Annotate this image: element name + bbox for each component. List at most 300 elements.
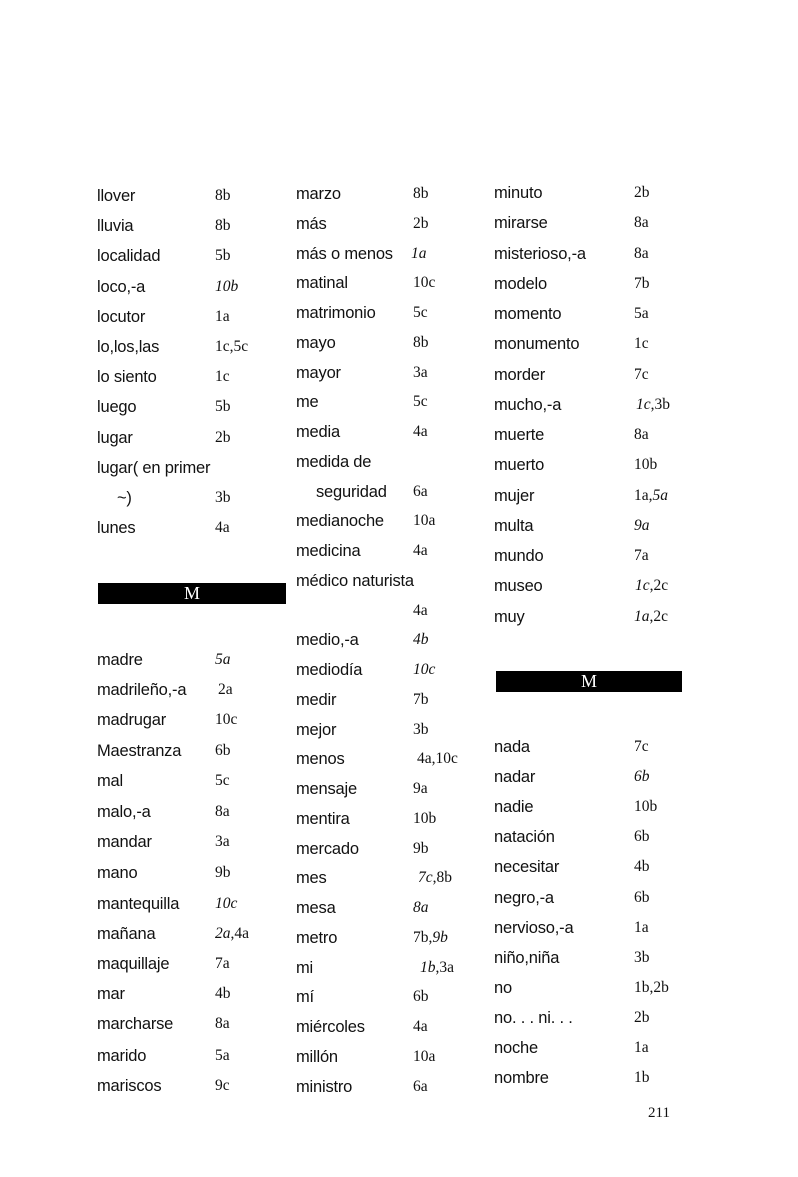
glossary-entry	[97, 647, 297, 673]
glossary-term: lugar	[97, 428, 133, 447]
glossary-entry	[494, 824, 694, 850]
lesson-reference	[634, 824, 650, 850]
lesson-reference	[413, 211, 429, 237]
glossary-term: necesitar	[494, 858, 560, 877]
glossary-entry	[296, 389, 496, 415]
reference-code: 2b	[634, 184, 650, 201]
glossary-term: no	[494, 978, 512, 997]
glossary-term: lunes	[97, 519, 136, 538]
reference-code: 9b	[413, 839, 429, 857]
glossary-entry	[494, 452, 694, 478]
glossary-entry	[296, 330, 496, 356]
reference-code: 1c	[636, 395, 651, 413]
reference-code: 8a	[634, 244, 649, 262]
lesson-reference	[634, 301, 649, 327]
reference-code: 2b	[653, 978, 669, 996]
lesson-reference	[413, 687, 429, 713]
reference-code: 10c	[435, 750, 458, 768]
lesson-reference	[215, 183, 231, 209]
glossary-entry	[97, 1011, 297, 1037]
lesson-reference: 1b,3a	[420, 958, 455, 976]
glossary-entry	[97, 981, 297, 1007]
glossary-entry	[494, 422, 694, 448]
lesson-reference	[215, 425, 231, 451]
lesson-reference: 4a,10c	[417, 750, 458, 768]
lesson-reference	[413, 984, 429, 1010]
reference-code: 1a	[411, 244, 427, 262]
reference-code: 7b	[413, 928, 429, 946]
glossary-entry	[296, 895, 496, 921]
lesson-reference	[215, 213, 231, 239]
glossary-term: misterioso,-a	[494, 244, 586, 263]
lesson-reference	[215, 274, 238, 300]
reference-code: 10c	[413, 661, 436, 678]
glossary-term: locutor	[97, 307, 146, 326]
lesson-reference	[634, 1065, 650, 1091]
glossary-term: matrimonio	[296, 304, 376, 322]
glossary-term: mariscos	[97, 1076, 162, 1095]
glossary-entry	[494, 483, 694, 509]
lesson-reference: 1c,3b	[636, 395, 671, 413]
lesson-reference	[215, 860, 231, 886]
reference-code: 8a	[634, 214, 649, 232]
glossary-entry	[494, 301, 694, 327]
glossary-entry	[494, 362, 694, 388]
glossary-entry	[296, 746, 496, 772]
lesson-reference	[413, 1044, 435, 1070]
glossary-term: mayo	[296, 333, 336, 352]
glossary-term: niño,niña	[494, 948, 560, 967]
glossary-term: nervioso,-a	[494, 918, 574, 937]
glossary-term: mejor	[296, 720, 337, 739]
glossary-term: lugar( en primer	[97, 458, 211, 477]
lesson-reference	[634, 241, 649, 267]
reference-code: 4a	[215, 519, 230, 537]
lesson-reference	[413, 508, 435, 534]
reference-code: 4a	[413, 601, 428, 619]
glossary-term: medir	[296, 690, 337, 709]
lesson-reference	[634, 422, 649, 448]
reference-code: 5c	[233, 338, 249, 355]
lesson-reference	[634, 331, 649, 357]
reference-code: 8a	[215, 803, 230, 820]
reference-code: 10b	[634, 798, 658, 816]
reference-code: 4b	[413, 631, 429, 649]
glossary-term: museo	[494, 577, 543, 596]
reference-code: 6a	[413, 482, 428, 500]
glossary-term: malo,-a	[97, 803, 151, 821]
glossary-term: mal	[97, 771, 123, 790]
reference-code: 4b	[634, 858, 650, 876]
reference-code: 2a	[218, 681, 233, 699]
glossary-term: mirarse	[494, 214, 548, 233]
reference-code: 2b	[413, 214, 429, 232]
reference-code: 1b	[634, 1069, 650, 1087]
glossary-entry	[296, 955, 496, 981]
glossary-term: marido	[97, 1046, 147, 1065]
reference-code: 3a	[413, 363, 428, 381]
reference-code: 1c	[635, 577, 650, 595]
glossary-term: medio,-a	[296, 631, 359, 650]
section-header-n: M	[496, 671, 682, 692]
lesson-reference	[634, 452, 657, 478]
glossary-term: mayor	[296, 363, 341, 382]
lesson-reference	[634, 543, 649, 569]
glossary-term: lo siento	[97, 368, 157, 387]
glossary-entry	[296, 181, 496, 207]
glossary-entry	[494, 604, 694, 630]
glossary-term: noche	[494, 1039, 538, 1057]
glossary-term: mensaje	[296, 780, 357, 798]
reference-code: 6a	[413, 1077, 428, 1095]
glossary-term: mediodía	[296, 661, 363, 679]
glossary-term: madre	[97, 651, 143, 669]
glossary-term: ~)	[117, 489, 132, 507]
glossary-term: mano	[97, 864, 138, 883]
lesson-reference	[413, 300, 428, 326]
reference-code: 5a	[634, 305, 649, 322]
reference-code: 1a	[634, 486, 649, 504]
glossary-entry	[494, 241, 694, 267]
lesson-reference	[413, 717, 429, 743]
reference-code: 1b	[634, 978, 650, 996]
glossary-term: mar	[97, 985, 125, 1004]
reference-code: 4b	[215, 985, 231, 1003]
reference-code: 9c	[215, 1076, 230, 1094]
glossary-term: marcharse	[97, 1015, 174, 1034]
glossary-entry	[97, 485, 297, 511]
reference-code: 8a	[413, 899, 429, 916]
reference-code: 4a	[413, 542, 428, 559]
glossary-term: más o menos	[296, 244, 393, 263]
glossary-term: matinal	[296, 274, 348, 293]
glossary-term: media	[296, 423, 340, 441]
glossary-entry	[296, 300, 496, 326]
glossary-term: menos	[296, 750, 345, 769]
glossary-entry	[494, 734, 694, 760]
reference-code: 3b	[654, 395, 671, 413]
glossary-entry	[296, 717, 496, 743]
glossary-term: mi	[296, 958, 314, 977]
glossary-entry	[494, 392, 694, 418]
lesson-reference	[215, 647, 231, 673]
glossary-entry	[296, 984, 496, 1010]
lesson-reference	[413, 776, 428, 802]
glossary-term: mundo	[494, 547, 544, 565]
lesson-reference	[413, 479, 428, 505]
glossary-term: seguridad	[316, 482, 387, 501]
lesson-reference	[634, 854, 650, 880]
reference-code: 1c	[634, 335, 649, 353]
lesson-reference	[634, 1005, 650, 1031]
glossary-entry	[296, 1074, 496, 1100]
glossary-entry	[296, 687, 496, 713]
glossary-entry	[97, 951, 297, 977]
glossary-entry	[296, 479, 496, 505]
glossary-term: negro,-a	[494, 888, 554, 907]
glossary-term: nombre	[494, 1069, 549, 1088]
lesson-reference	[413, 895, 429, 921]
reference-code: 10b	[413, 809, 437, 827]
glossary-term: mañana	[97, 924, 156, 943]
reference-code: 8b	[413, 185, 429, 202]
reference-code: 4a	[413, 1018, 428, 1035]
lesson-reference	[215, 799, 230, 825]
glossary-term: medianoche	[296, 512, 384, 531]
lesson-reference	[413, 806, 436, 832]
lesson-reference	[215, 1011, 230, 1037]
glossary-entry	[296, 538, 496, 564]
reference-code: 3b	[413, 720, 429, 738]
lesson-reference	[413, 836, 429, 862]
glossary-term: médico naturista	[296, 571, 414, 590]
glossary-term: localidad	[97, 247, 161, 266]
lesson-reference	[215, 243, 231, 269]
lesson-reference: 7c,8b	[418, 869, 453, 887]
glossary-entry	[494, 331, 694, 357]
glossary-entry	[494, 543, 694, 569]
glossary-entry	[296, 806, 496, 832]
reference-code: 8b	[413, 333, 429, 351]
lesson-reference	[215, 364, 230, 390]
glossary-entry	[97, 1043, 297, 1069]
lesson-reference	[634, 513, 650, 539]
reference-code: 1a	[215, 307, 230, 325]
reference-code: 2b	[634, 1008, 650, 1026]
reference-code: 8b	[215, 217, 231, 235]
glossary-entry	[97, 364, 297, 390]
glossary-entry	[296, 627, 496, 653]
lesson-reference: 2a,4a	[215, 924, 250, 942]
reference-code: 3a	[439, 958, 455, 976]
glossary-entry	[296, 657, 496, 683]
reference-code: 8b	[215, 187, 231, 204]
glossary-entry	[296, 211, 496, 237]
lesson-reference	[634, 945, 650, 971]
glossary-term: muerte	[494, 426, 545, 444]
glossary-entry	[97, 1073, 297, 1099]
lesson-reference	[215, 829, 230, 855]
glossary-term: morder	[494, 365, 546, 384]
reference-code: 10b	[215, 277, 239, 295]
glossary-term: nadar	[494, 768, 536, 787]
glossary-entry	[97, 425, 297, 451]
glossary-entry	[494, 1065, 694, 1091]
glossary-entry	[296, 568, 496, 594]
glossary-entry	[494, 513, 694, 539]
reference-code: 1c	[215, 338, 230, 355]
reference-code: 9b	[432, 928, 448, 946]
glossary-entry	[97, 677, 297, 703]
lesson-reference	[215, 738, 231, 764]
reference-code: 5c	[215, 771, 230, 789]
reference-code: 5b	[215, 398, 231, 416]
glossary-entry	[97, 707, 297, 733]
glossary-term: mandar	[97, 833, 152, 852]
glossary-entry	[97, 921, 297, 947]
lesson-reference	[634, 734, 649, 760]
lesson-reference: 1a,5a	[634, 486, 669, 504]
glossary-term: muy	[494, 607, 525, 626]
reference-code: 5c	[413, 393, 428, 411]
lesson-reference	[413, 1014, 428, 1040]
reference-code: 7a	[634, 547, 649, 564]
glossary-term: más	[296, 214, 327, 233]
glossary-term: ministro	[296, 1077, 353, 1096]
lesson-reference	[215, 707, 237, 733]
glossary-entry	[296, 360, 496, 386]
reference-code: 9b	[215, 864, 231, 882]
glossary-term: luego	[97, 398, 137, 417]
lesson-reference	[215, 981, 231, 1007]
reference-code: 1a	[634, 918, 649, 936]
glossary-term: miércoles	[296, 1018, 365, 1036]
glossary-entry	[97, 829, 297, 855]
glossary-entry	[494, 794, 694, 820]
reference-code: 7a	[215, 955, 230, 972]
glossary-term: mesa	[296, 899, 336, 917]
glossary-entry	[97, 891, 297, 917]
glossary-entry	[97, 213, 297, 239]
glossary-entry	[97, 274, 297, 300]
glossary-entry	[97, 768, 297, 794]
glossary-entry	[296, 449, 496, 475]
glossary-entry	[97, 860, 297, 886]
reference-code: 1c	[215, 368, 230, 386]
reference-code: 3b	[634, 948, 650, 966]
lesson-reference	[215, 485, 231, 511]
glossary-term: llover	[97, 187, 136, 205]
lesson-reference	[634, 362, 649, 388]
reference-code: 6b	[634, 768, 650, 786]
lesson-reference	[413, 657, 435, 683]
page-number: 211	[648, 1105, 670, 1121]
reference-code: 1a	[634, 607, 650, 625]
lesson-reference	[634, 915, 649, 941]
glossary-entry	[296, 270, 496, 296]
glossary-term: mí	[296, 988, 314, 1007]
glossary-term: medicina	[296, 542, 361, 560]
glossary-entry	[97, 243, 297, 269]
reference-code: 3a	[215, 833, 230, 851]
lesson-reference	[215, 1073, 230, 1099]
lesson-reference	[634, 1035, 649, 1061]
glossary-entry	[97, 334, 297, 360]
reference-code: 9a	[634, 516, 650, 534]
glossary-entry	[296, 508, 496, 534]
glossary-term: lluvia	[97, 217, 134, 236]
glossary-entry	[97, 304, 297, 330]
lesson-reference: 1a,2c	[634, 607, 669, 625]
reference-code: 2b	[215, 428, 231, 446]
lesson-reference	[413, 270, 435, 296]
glossary-entry	[97, 455, 297, 481]
lesson-reference	[215, 304, 230, 330]
reference-code: 6b	[634, 828, 650, 846]
glossary-entry	[296, 419, 496, 445]
glossary-term: modelo	[494, 274, 547, 293]
glossary-entry	[494, 573, 694, 599]
glossary-entry	[296, 776, 496, 802]
glossary-entry	[97, 738, 297, 764]
glossary-entry	[494, 1035, 694, 1061]
glossary-entry	[296, 1014, 496, 1040]
glossary-entry	[494, 915, 694, 941]
lesson-reference	[413, 181, 429, 207]
reference-code: 5c	[413, 304, 428, 321]
lesson-reference	[413, 1074, 428, 1100]
lesson-reference: 1c,2c	[635, 577, 669, 595]
reference-code: 10c	[413, 274, 436, 292]
glossary-entry	[97, 394, 297, 420]
glossary-entry	[494, 271, 694, 297]
reference-code: 10a	[413, 512, 436, 530]
reference-code: 10b	[634, 456, 658, 474]
lesson-reference	[634, 180, 650, 206]
glossary-term: natación	[494, 828, 555, 847]
glossary-term: medida de	[296, 452, 372, 471]
glossary-term: mentira	[296, 809, 350, 828]
reference-code: 5a	[215, 651, 231, 668]
reference-code: 6b	[413, 988, 429, 1006]
reference-code: 5b	[215, 247, 231, 265]
reference-code: 10c	[215, 711, 238, 729]
glossary-term: nadie	[494, 798, 534, 817]
reference-code: 1b	[420, 958, 436, 976]
lesson-reference: 1c,5c	[215, 338, 249, 355]
glossary-entry	[494, 764, 694, 790]
lesson-reference	[413, 360, 428, 386]
glossary-entry	[494, 210, 694, 236]
reference-code: 8a	[215, 1015, 230, 1033]
glossary-term: mujer	[494, 486, 535, 505]
lesson-reference	[634, 271, 650, 297]
glossary-term: maquillaje	[97, 955, 170, 973]
lesson-reference	[413, 419, 428, 445]
reference-code: 5a	[652, 486, 669, 504]
glossary-entry	[296, 865, 496, 891]
lesson-reference: 1b,2b	[634, 978, 669, 996]
reference-code: 7b	[413, 690, 429, 708]
glossary-entry	[296, 241, 496, 267]
glossary-entry	[296, 925, 496, 951]
lesson-reference	[413, 389, 428, 415]
glossary-term: mes	[296, 869, 327, 888]
glossary-term: metro	[296, 928, 338, 947]
glossary-term: mercado	[296, 839, 359, 858]
reference-code: 7c	[634, 365, 649, 383]
glossary-term: mucho,-a	[494, 395, 562, 414]
glossary-term: millón	[296, 1047, 338, 1066]
glossary-entry	[97, 515, 297, 541]
glossary-entry	[494, 854, 694, 880]
glossary-term: madrugar	[97, 711, 167, 730]
reference-code: 3b	[215, 489, 231, 506]
lesson-reference	[634, 764, 650, 790]
lesson-reference	[215, 951, 230, 977]
glossary-term: me	[296, 393, 319, 412]
lesson-reference	[215, 768, 230, 794]
glossary-term: Maestranza	[97, 741, 182, 760]
reference-code: 6b	[634, 888, 650, 906]
lesson-reference	[215, 394, 231, 420]
glossary-entry	[494, 1005, 694, 1031]
lesson-reference	[413, 627, 429, 653]
lesson-reference	[215, 1043, 230, 1069]
reference-code: 8a	[634, 426, 649, 443]
glossary-term: multa	[494, 516, 534, 535]
glossary-entry	[97, 799, 297, 825]
